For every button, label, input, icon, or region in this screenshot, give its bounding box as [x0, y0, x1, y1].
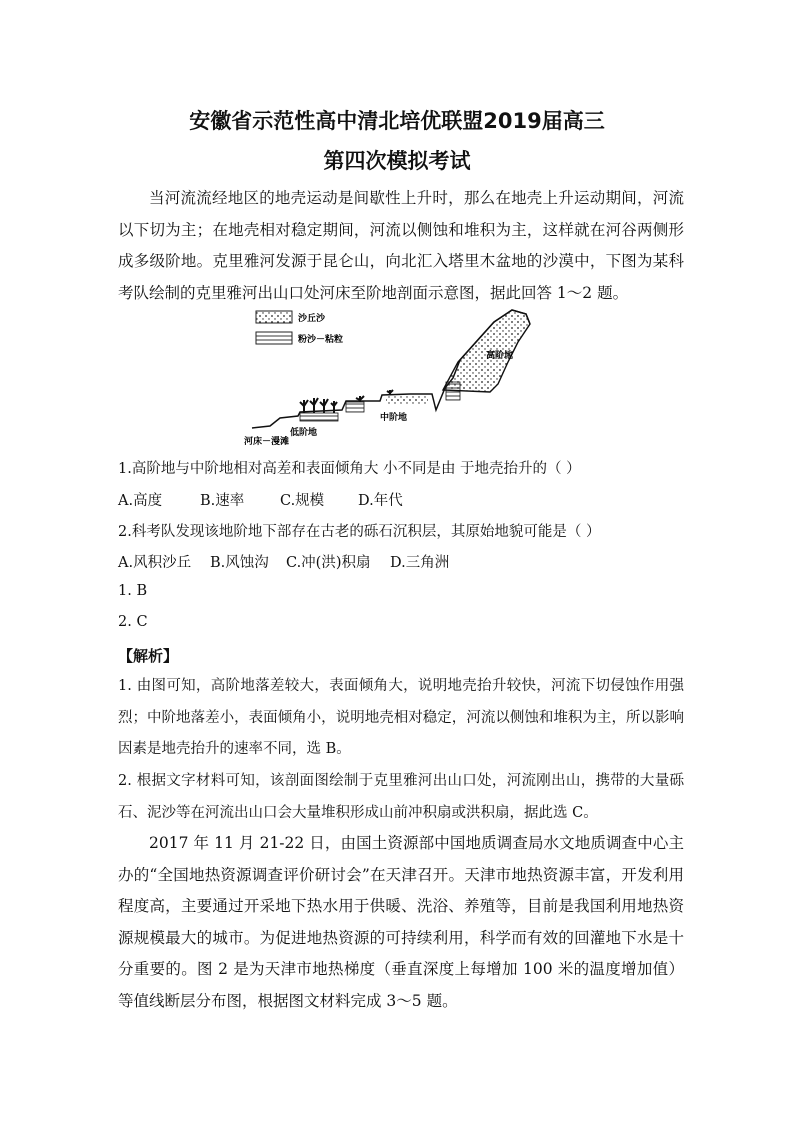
question-2-options — [118, 551, 449, 572]
question-2-stem: 2.科考队发现该地阶地下部存在古老的砾石沉积层，其原始地貌可能是（ ） — [118, 524, 601, 540]
document-subtitle: 第四次模拟考试 — [323, 149, 471, 173]
label-mid-terrace: 中阶地 — [380, 413, 408, 423]
legend-sand-label: 沙丘沙 — [298, 314, 326, 324]
q2-option-c: C.冲(洪)积扇 — [286, 555, 371, 571]
label-low-terrace: 低阶地 — [290, 428, 318, 438]
analysis-1: 1. 由图可知，高阶地落差较大，表面倾角大，说明地壳抬升较快，河流下切侵蚀作用强烈；中阶地落差小，表面倾角小，说明地壳相对稳定，河流以侧蚀和堆积为主，所以影响因素是地壳抬升的速率不同，选 B。 — [118, 678, 684, 757]
q1-option-b: B.速率 — [200, 493, 245, 509]
q2-option-b: B.风蚀沟 — [210, 555, 269, 571]
answer-2: 2. C — [118, 614, 148, 630]
low-terrace-silt — [300, 413, 338, 421]
label-riverbed: 河床－漫滩 — [244, 437, 290, 447]
q1-option-c: C.规模 — [280, 493, 325, 509]
legend-sand-swatch — [256, 311, 292, 323]
answer-1: 1. B — [118, 583, 148, 599]
analysis-heading: 【解析】 — [118, 647, 179, 665]
question-1-stem: 1.高阶地与中阶地相对高差和表面倾角大 小不同是由 于地壳抬升的（ ） — [118, 461, 581, 477]
high-terrace-silt — [446, 382, 460, 400]
label-high-terrace: 高阶地 — [486, 351, 514, 361]
q2-option-d: D.三角洲 — [390, 555, 450, 571]
terrace-profile-figure — [240, 302, 540, 447]
question-1-options — [118, 489, 403, 510]
mid-terrace-silt-2 — [386, 396, 428, 405]
q1-option-d: D.年代 — [358, 493, 403, 509]
passage-terraces: 当河流流经地区的地壳运动是间歇性上升时，那么在地壳上升运动期间，河流以下切为主；在地壳相对稳定期间，河流以侧蚀和堆积为主，这样就在河谷两侧形成多级阶地。克里雅河发源于昆仑山，向北汇入塔里木盆地的沙漠中，下图为某科考队绘制的克里雅河出山口处河床至阶地剖面示意图，据此回答 1～2 题。 — [118, 189, 684, 302]
document-title: 安徽省示范性高中清北培优联盟2019届高三 — [189, 109, 605, 133]
passage-geothermal: 2017 年 11 月 21-22 日，由国土资源部中国地质调查局水文地质调查中心主办的“全国地热资源调查评价研讨会”在天津召开。天津市地热资源丰富，开发利用程度高，主要通过开采地下热水用于供暖、洗浴、养殖等，目前是我国利用地热资源规模最大的城市。为促进地热资源的可持续利用，科学而有效的回灌地下水是十分重要的。图 2 是为天津市地热梯度（垂直深度上每增加 100 米的温度增加值）等值线断层分布图，根据图文材料完成 3～5 题。 — [118, 834, 684, 1010]
legend-silt-label: 粉沙－粘粒 — [298, 335, 344, 345]
mid-terrace-silt — [346, 402, 364, 412]
legend-silt-swatch — [256, 332, 292, 344]
legend — [256, 311, 343, 345]
q1-option-a: A.高度 — [118, 493, 163, 509]
q2-option-a: A.风积沙丘 — [118, 555, 192, 571]
analysis-2: 2. 根据文字材料可知，该剖面图绘制于克里雅河出山口处，河流刚出山，携带的大量砾石、泥沙等在河流出山口会大量堆积形成山前冲积扇或洪积扇，据此选 C。 — [118, 773, 684, 821]
